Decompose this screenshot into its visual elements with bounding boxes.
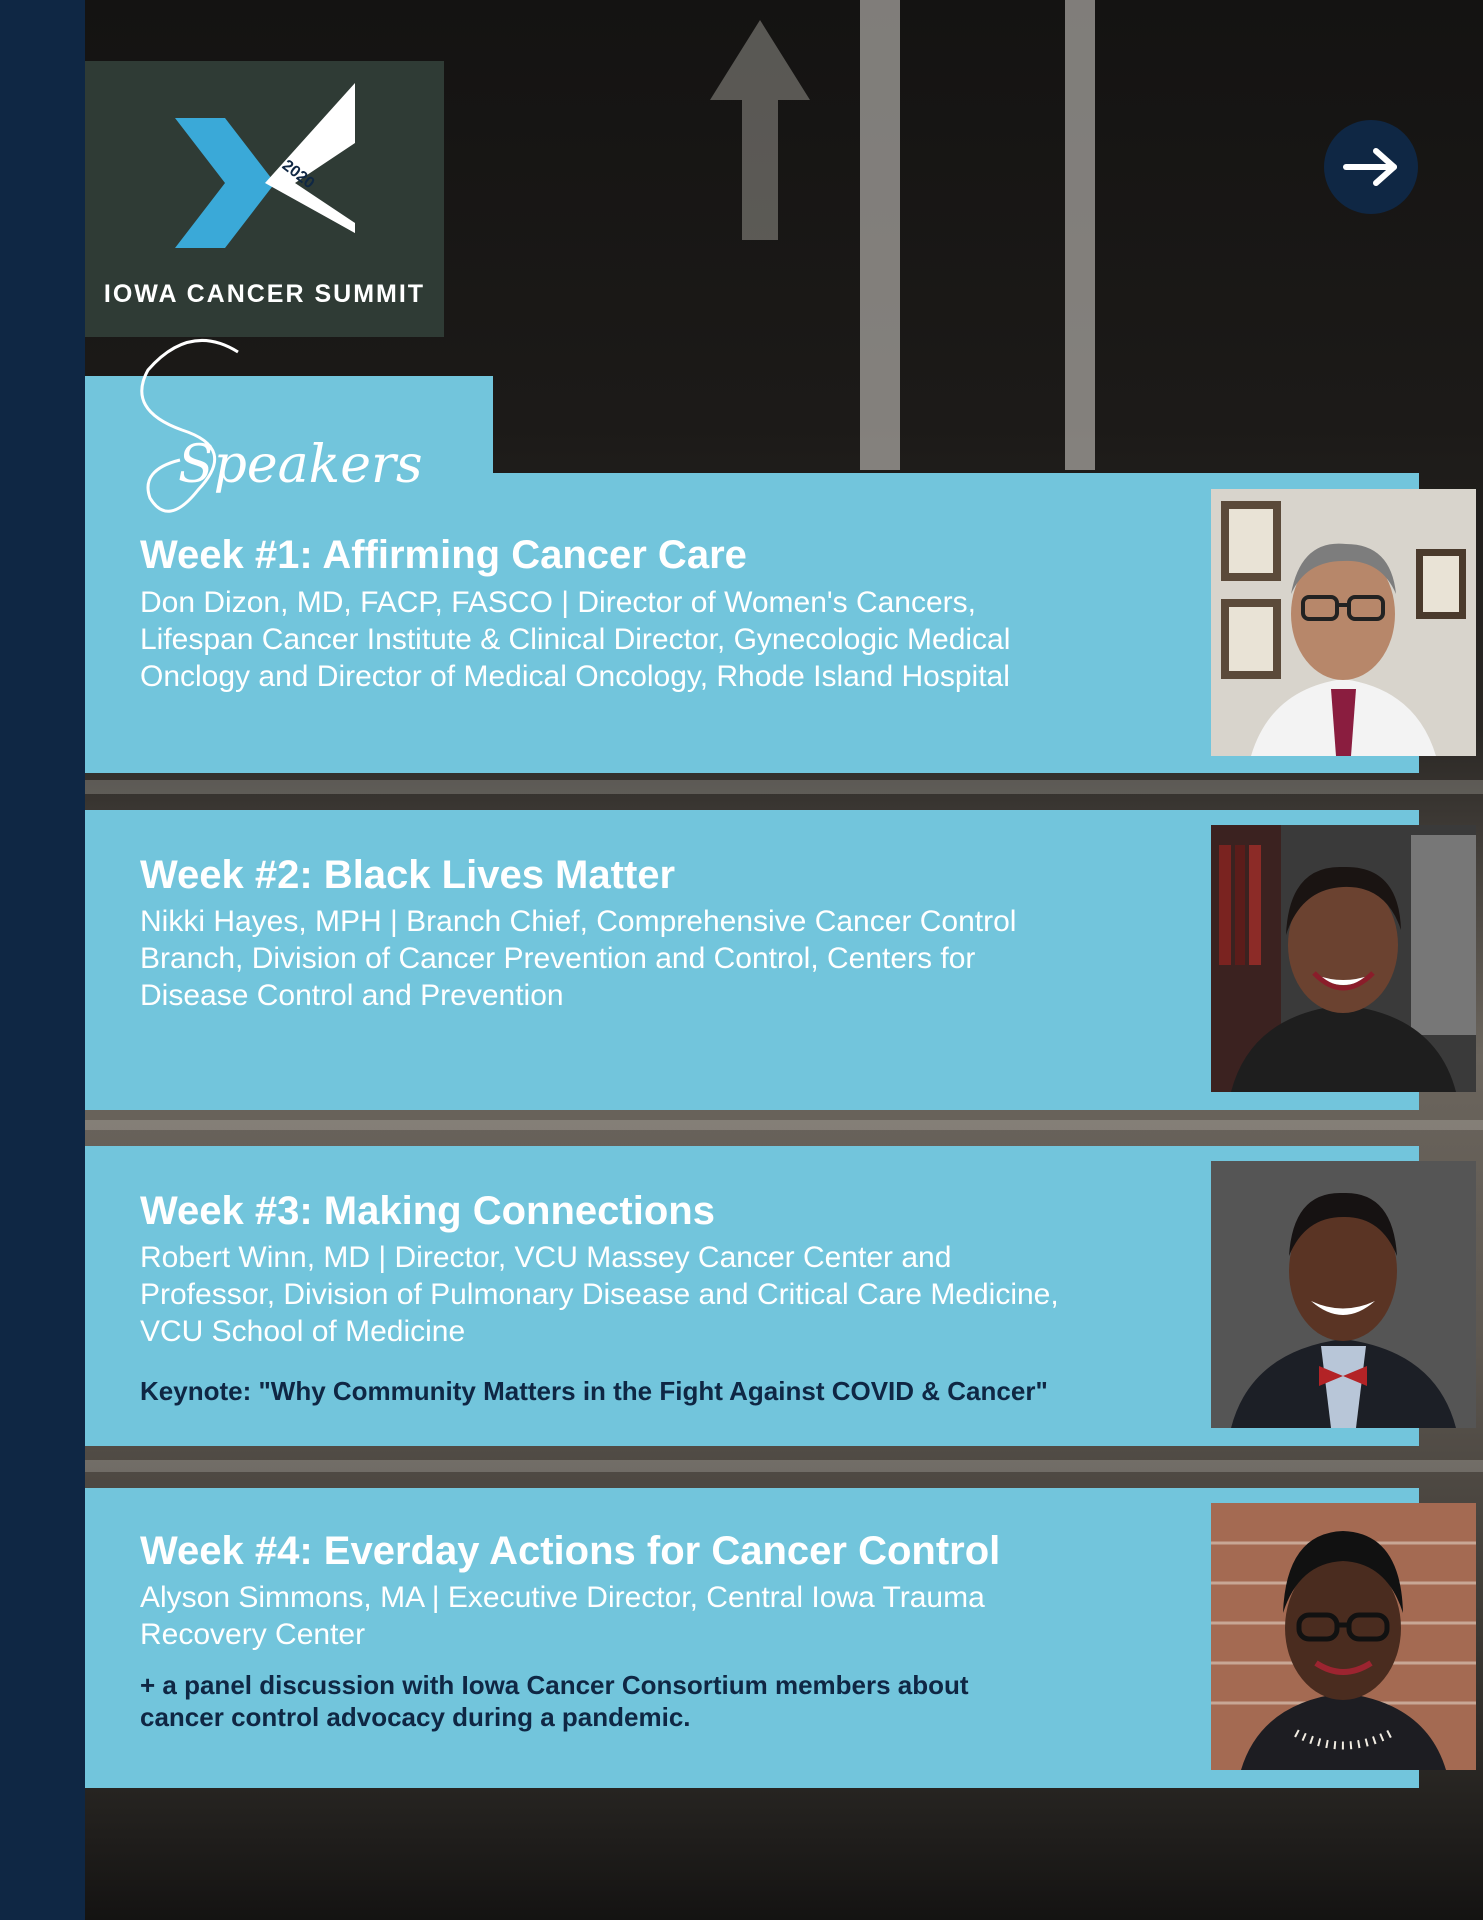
week-title: Week #3: Making Connections: [140, 1189, 715, 1233]
speaker-description: Don Dizon, MD, FACP, FASCO | Director of Women's Cancers, Lifespan Cancer Institute & Clinical Director, Gynecologic Medical Onclogy and Director of Medical Oncology, Rhode Island Hospital: [140, 586, 1011, 693]
speaker-description: Alyson Simmons, MA | Executive Director, Central Iowa Trauma Recovery Center: [140, 1581, 985, 1651]
week-4-card: [85, 1488, 1419, 1788]
speaker-photo: [1211, 1503, 1476, 1770]
speaker-photo: [1211, 1161, 1476, 1428]
logo-wordmark: IOWA CANCER SUMMIT: [103, 280, 426, 308]
keynote-note: Keynote: "Why Community Matters in the Fight Against COVID & Cancer": [140, 1376, 1048, 1406]
speakers-heading-text: Speakers: [178, 435, 423, 495]
logo-chevron-icon: [175, 83, 355, 263]
logo-year: 2020: [278, 156, 318, 193]
speaker-photo: [1211, 825, 1476, 1092]
next-page-button[interactable]: [1324, 120, 1418, 214]
week-title: Week #1: Affirming Cancer Care: [140, 533, 747, 577]
week-title: Week #2: Black Lives Matter: [140, 853, 676, 897]
summit-logo: [85, 61, 444, 337]
week-title: Week #4: Everday Actions for Cancer Control: [140, 1529, 1001, 1573]
road-marking: [85, 1460, 1483, 1472]
road-marking: [1065, 0, 1095, 470]
road-arrow-marking: [700, 20, 820, 240]
panel-note: + a panel discussion with Iowa Cancer Consortium members about cancer control advocacy during a pandemic.: [140, 1670, 969, 1732]
road-marking: [860, 0, 900, 470]
arrow-right-icon: [1342, 147, 1400, 187]
speaker-description: Nikki Hayes, MPH | Branch Chief, Comprehensive Cancer Control Branch, Division of Cancer Prevention and Control, Centers for Disease Control and Prevention: [140, 905, 1017, 1012]
week-2-card: [85, 810, 1419, 1110]
road-marking: [85, 1120, 1483, 1130]
left-sidebar-stripe: [0, 0, 85, 1920]
speaker-description: Robert Winn, MD | Director, VCU Massey Cancer Center and Professor, Division of Pulmonary Disease and Critical Care Medicine, VCU School of Medicine: [140, 1241, 1059, 1348]
speaker-photo: [1211, 489, 1476, 756]
speakers-heading: [120, 330, 460, 555]
week-3-card: [85, 1146, 1419, 1446]
road-marking: [85, 780, 1483, 794]
